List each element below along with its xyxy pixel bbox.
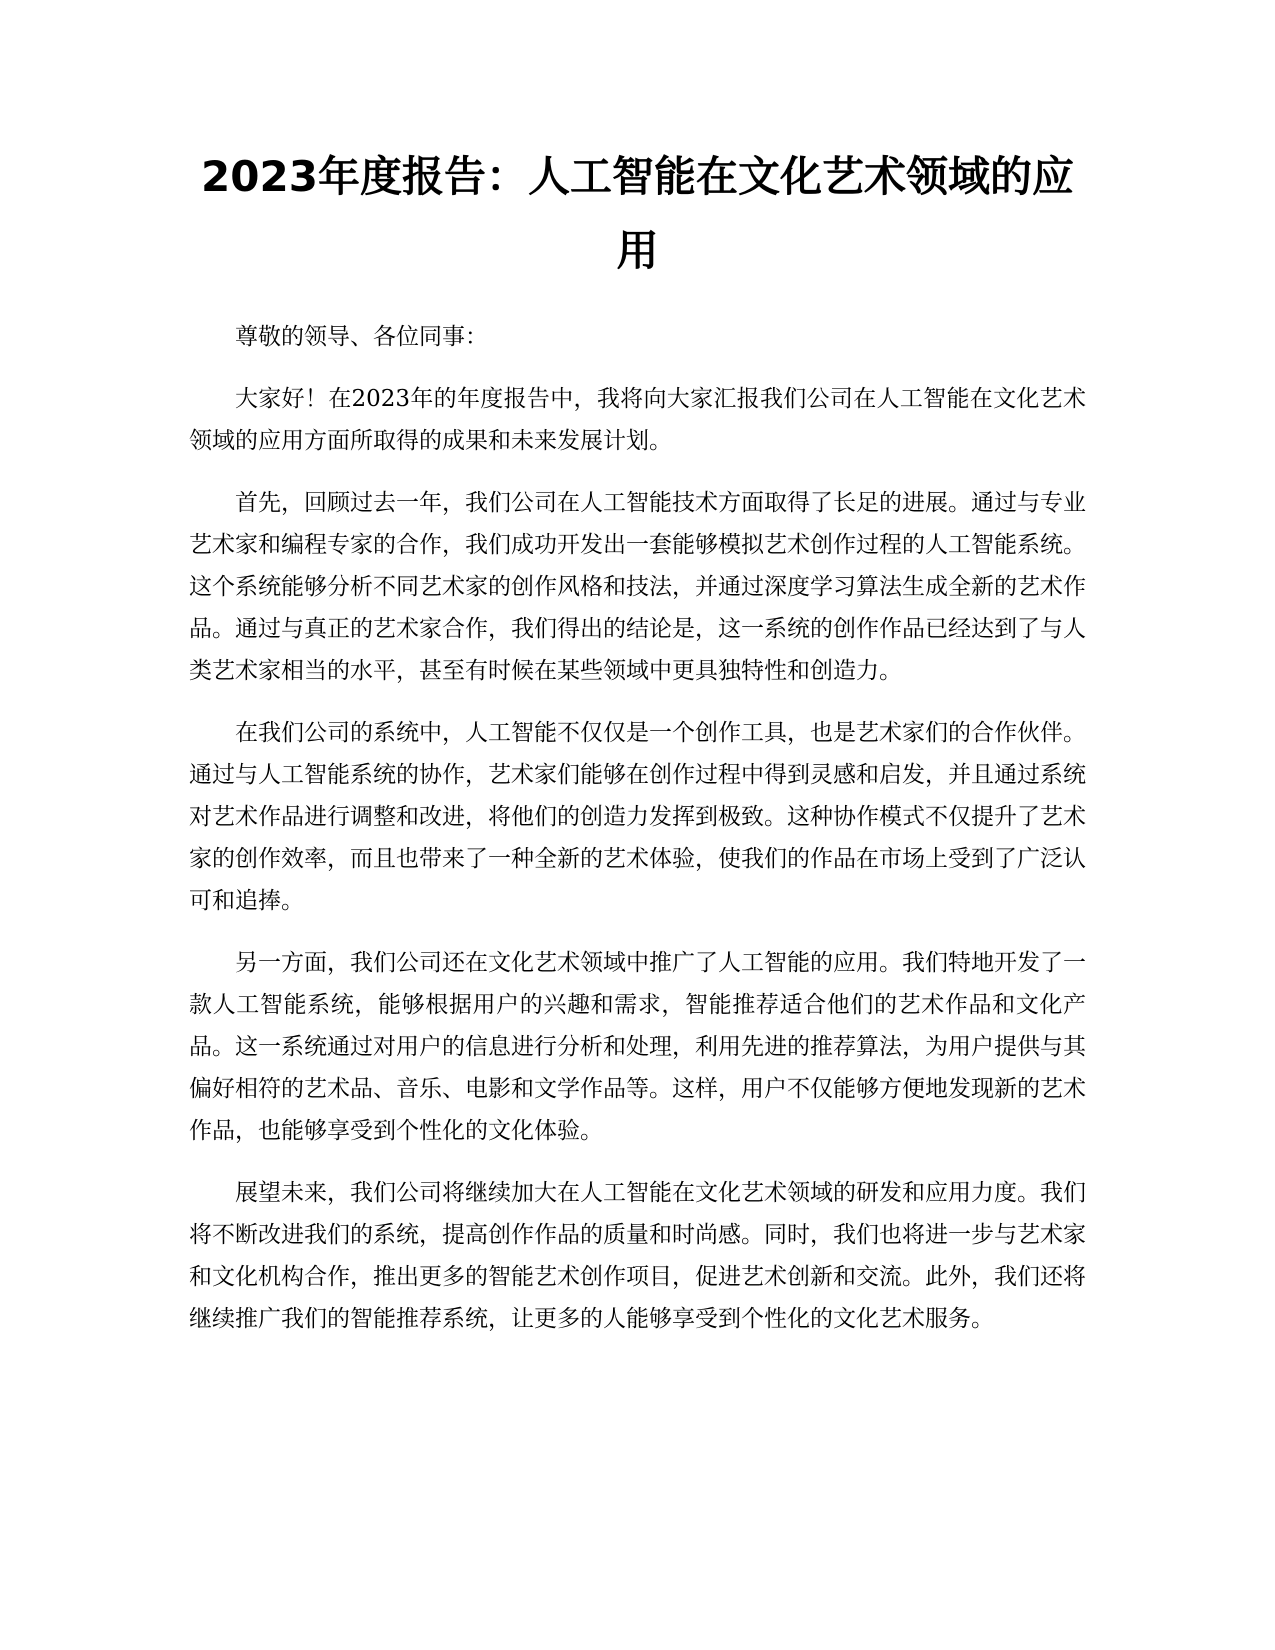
paragraph-progress: 首先，回顾过去一年，我们公司在人工智能技术方面取得了长足的进展。通过与专业艺术家和编程专家的合作，我们成功开发出一套能够模拟艺术创作过程的人工智能系统。这个系统能够分析不同艺术家的创作风格和技法，并通过深度学习算法生成全新的艺术作品。通过与真正的艺术家合作，我们得出的结论是，这一系统的创作作品已经达到了与人类艺术家相当的水平，甚至有时候在某些领域中更具独特性和创造力。 [189, 490, 1086, 684]
document-title: 2023年度报告：人工智能在文化艺术领域的应用 [201, 152, 1074, 275]
paragraph-intro: 大家好！在2023年的年度报告中，我将向大家汇报我们公司在人工智能在文化艺术领域的应用方面所取得的成果和未来发展计划。 [189, 386, 1086, 454]
salutation: 尊敬的领导、各位同事： [235, 324, 488, 350]
paragraph-recommendation: 另一方面，我们公司还在文化艺术领域中推广了人工智能的应用。我们特地开发了一款人工智能系统，能够根据用户的兴趣和需求，智能推荐适合他们的艺术作品和文化产品。这一系统通过对用户的信息进行分析和处理，利用先进的推荐算法，为用户提供与其偏好相符的艺术品、音乐、电影和文学作品等。这样，用户不仅能够方便地发现新的艺术作品，也能够享受到个性化的文化体验。 [189, 950, 1086, 1144]
paragraph-collaboration: 在我们公司的系统中，人工智能不仅仅是一个创作工具，也是艺术家们的合作伙伴。通过与人工智能系统的协作，艺术家们能够在创作过程中得到灵感和启发，并且通过系统对艺术作品进行调整和改进，将他们的创造力发挥到极致。这种协作模式不仅提升了艺术家的创作效率，而且也带来了一种全新的艺术体验，使我们的作品在市场上受到了广泛认可和追捧。 [189, 720, 1086, 914]
document-body [189, 140, 1086, 1360]
paragraph-outlook: 展望未来，我们公司将继续加大在人工智能在文化艺术领域的研发和应用力度。我们将不断改进我们的系统，提高创作作品的质量和时尚感。同时，我们也将进一步与艺术家和文化机构合作，推出更多的智能艺术创作项目，促进艺术创新和交流。此外，我们还将继续推广我们的智能推荐系统，让更多的人能够享受到个性化的文化艺术服务。 [189, 1180, 1086, 1332]
